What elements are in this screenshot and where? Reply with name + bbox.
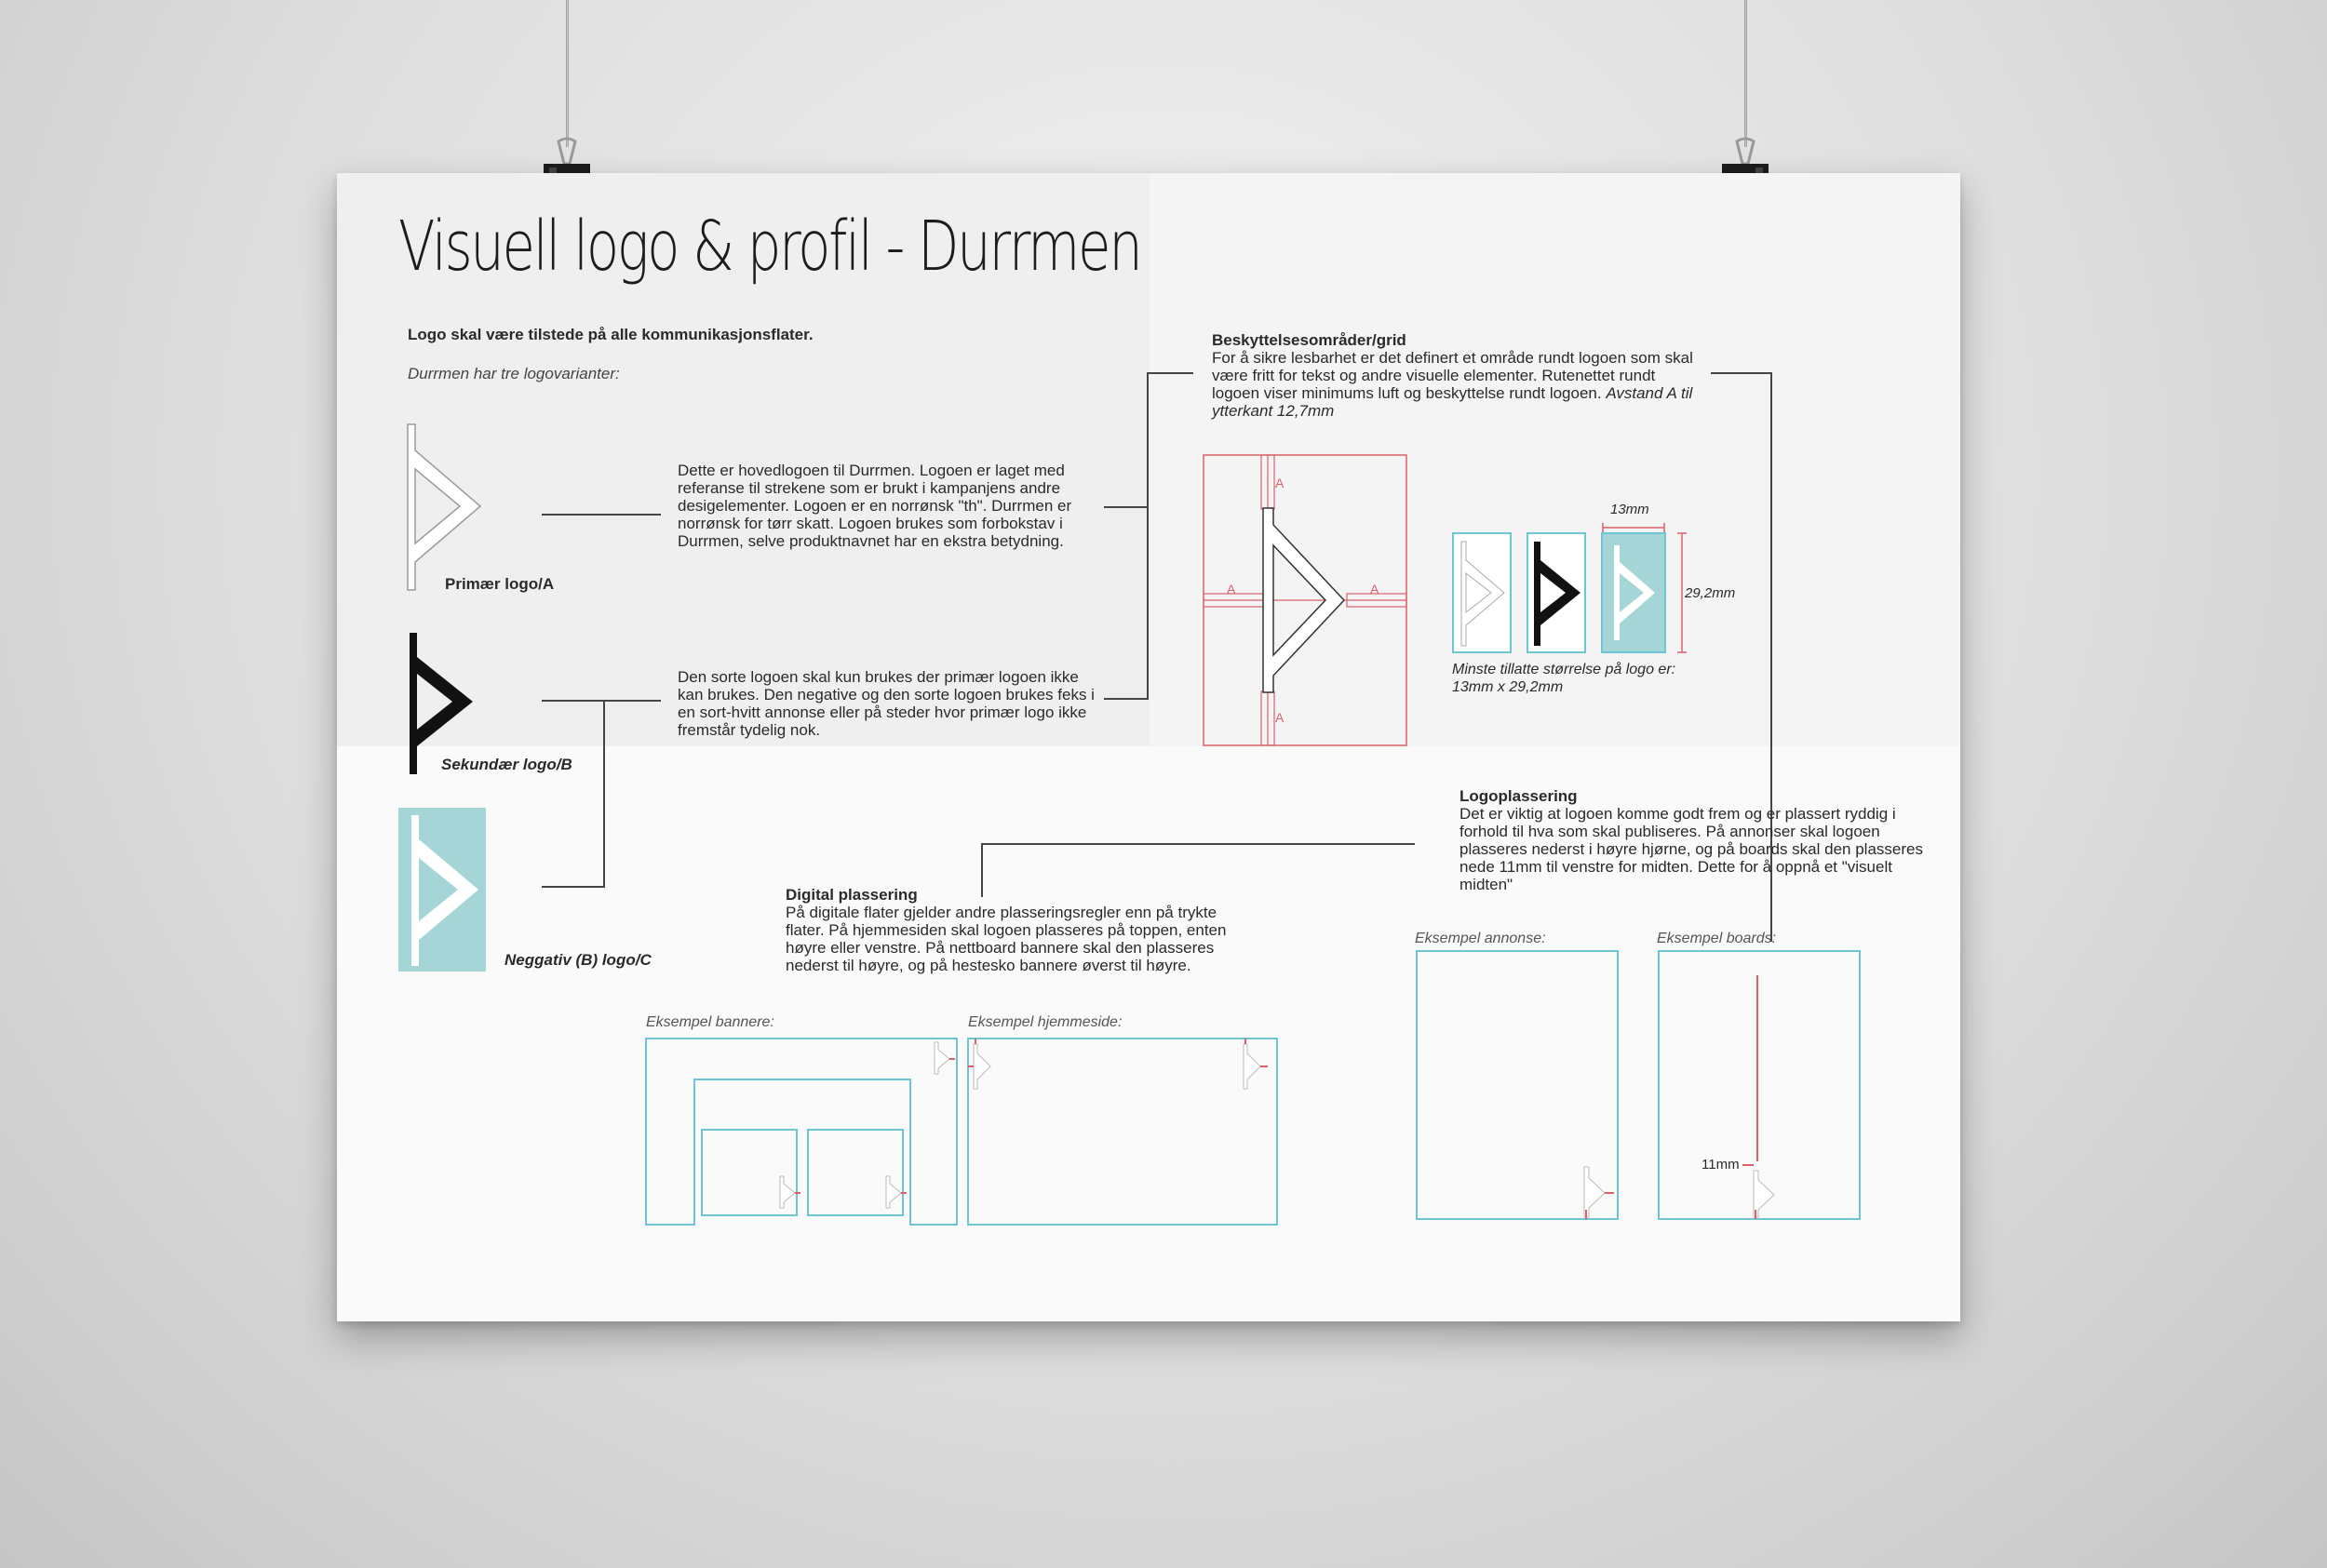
hanging-wire-right bbox=[1744, 0, 1747, 147]
ad-example-diagram bbox=[1415, 949, 1620, 1221]
grid-letter-bottom: A bbox=[1275, 710, 1285, 725]
connector-line bbox=[603, 700, 605, 886]
protection-grid-diagram bbox=[1203, 454, 1407, 746]
placement-heading: Logoplassering bbox=[1459, 787, 1578, 805]
negative-logo-icon bbox=[398, 808, 486, 972]
poster-title: Visuell logo & profil - Durrmen bbox=[398, 207, 1141, 287]
min-size-caption: Minste tillatte størrelse på logo er: 13mm x 29,2mm bbox=[1452, 662, 1676, 695]
poster bbox=[337, 173, 1960, 1321]
intro-bold: Logo skal være tilstede på alle kommunikasjonsflater. bbox=[408, 326, 814, 343]
primary-logo-icon bbox=[406, 422, 490, 594]
connector-line bbox=[542, 514, 661, 516]
grid-letter-top: A bbox=[1275, 476, 1285, 490]
connector-line bbox=[1711, 372, 1772, 374]
width-label: 13mm bbox=[1610, 502, 1649, 517]
example-ad-label: Eksempel annonse: bbox=[1415, 931, 1546, 946]
secondary-logo-label: Sekundær logo/B bbox=[441, 756, 572, 773]
secondary-logo-icon bbox=[408, 631, 482, 776]
min-size-primary-logo-icon bbox=[1452, 532, 1512, 653]
secondary-description: Den sorte logoen skal kun brukes der primær logoen ikke kan brukes. Den negative og den sorte logoen brukes feks i en sort-hvitt annonse eller på steder hvor primær logo ikke fremstår tydelig nok. bbox=[678, 668, 1095, 739]
negative-logo-label: Neggativ (B) logo/C bbox=[504, 951, 652, 969]
grid-text-body: For å sikre lesbarhet er det definert et område rundt logoen som skal være fritt for tekst og andre visuelle elementer. Rutenettet rundt logoen viser minimums luft og beskyttelse rundt logoen. bbox=[1212, 349, 1693, 402]
width-dimension-line bbox=[1601, 523, 1666, 532]
min-size-negative-logo-icon bbox=[1601, 532, 1666, 653]
connector-line bbox=[1104, 698, 1149, 700]
placement-text: Det er viktig at logoen komme godt frem og er plassert ryddig i forhold til hva som skal publiseres. På annonser skal logoen plasseres nederst i høyre hjørne, og på boards skal den plasseres nede 11mm til venstre for midten. Dette for å oppnå et "visuelt midten" bbox=[1459, 805, 1923, 893]
primary-description: Dette er hovedlogoen til Durrmen. Logoen er laget med referanse til strekene som er brukt i kampanjens andre desigelementer. Logoen er en norrønsk "th". Durrmen er norrønsk for tørr skatt. Logoen brukes som forbokstav i Durrmen, selve produktnavnet har en ekstra betydning. bbox=[678, 462, 1072, 550]
primary-logo-label: Primær logo/A bbox=[445, 575, 555, 593]
boards-offset-label: 11mm bbox=[1702, 1157, 1740, 1173]
grid-letter-right: A bbox=[1370, 582, 1379, 596]
banner-example-diagram bbox=[644, 1037, 959, 1226]
grid-text-italic: Avstand A til ytterkant 12,7mm bbox=[1212, 384, 1693, 420]
digital-heading: Digital plassering bbox=[786, 886, 918, 904]
example-banners-label: Eksempel bannere: bbox=[646, 1014, 774, 1030]
connector-line bbox=[1147, 372, 1193, 374]
hanging-wire-left bbox=[566, 0, 569, 147]
grid-heading: Beskyttelsesområder/grid bbox=[1212, 331, 1406, 349]
height-label: 29,2mm bbox=[1685, 585, 1736, 601]
connector-line bbox=[981, 843, 983, 897]
grid-letter-left: A bbox=[1227, 582, 1236, 596]
connector-line bbox=[542, 700, 661, 702]
example-boards-label: Eksempel boards: bbox=[1657, 931, 1777, 946]
connector-line bbox=[981, 843, 1415, 845]
grid-text bbox=[1212, 349, 1705, 420]
intro-italic: Durrmen har tre logovarianter: bbox=[408, 365, 620, 382]
connector-line bbox=[542, 886, 605, 888]
homepage-example-diagram bbox=[966, 1037, 1279, 1226]
boards-example-diagram bbox=[1657, 949, 1862, 1221]
digital-text: På digitale flater gjelder andre plasseringsregler enn på trykte flater. På hjemmesiden skal logoen plasseres på toppen, enten høyre eller venstre. På nettboard bannere skal den plasseres nederst til høyre, og på hestesko bannere øverst til høyre. bbox=[786, 904, 1227, 974]
example-homepage-label: Eksempel hjemmeside: bbox=[968, 1014, 1123, 1030]
connector-line bbox=[1147, 372, 1149, 700]
min-size-secondary-logo-icon bbox=[1527, 532, 1586, 653]
connector-line bbox=[1104, 506, 1149, 508]
